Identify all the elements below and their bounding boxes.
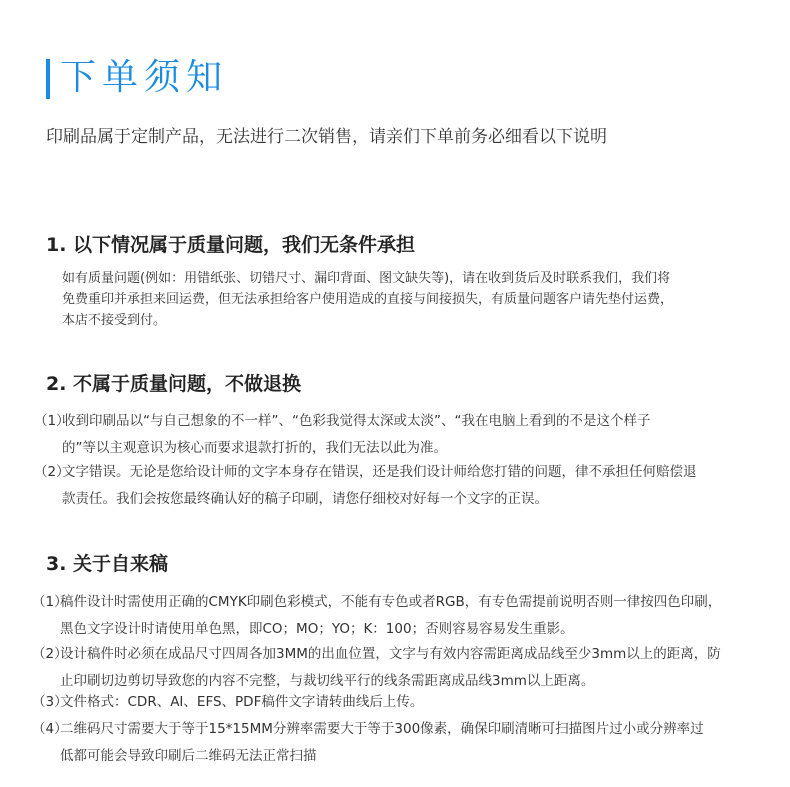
item-line: 文字错误。无论是您给设计师的文字本身存在错误，还是我们设计师给您打错的问题，律不承担任何赔偿退 bbox=[62, 464, 697, 480]
page-title: 下单须知 bbox=[60, 57, 229, 98]
item-number: （2） bbox=[32, 646, 68, 662]
section-3-heading: 3. 关于自来稿 bbox=[46, 553, 169, 575]
section-1-paragraph bbox=[62, 268, 673, 331]
item-line: 止印刷切边剪切导致您的内容不完整，与裁切线平行的线条需距离成品线3mm以上距离。 bbox=[60, 673, 595, 689]
item-number: （4） bbox=[32, 721, 68, 737]
item-line: 二维码尺寸需要大于等于15*15MM分辨率需要大于等于300像素，确保印刷清晰可扫描图片过小或分辨率过 bbox=[60, 721, 704, 737]
list-item bbox=[32, 716, 704, 770]
paragraph-line: 免费重印并承担来回运费，但无法承担给客户使用造成的直接与间接损失，有质量问题客户请先垫付运费， bbox=[62, 292, 674, 307]
paragraph-line: 如有质量问题(例如：用错纸张、切错尺寸、漏印背面、图文缺失等)，请在收到货后及时联系我们，我们将 bbox=[62, 271, 671, 286]
list-item bbox=[32, 641, 721, 695]
item-line: 稿件设计时需使用正确的CMYK印刷色彩模式，不能有专色或者RGB，有专色需提前说明否则一律按四色印刷， bbox=[60, 594, 722, 610]
list-item bbox=[34, 459, 697, 513]
list-item bbox=[32, 689, 423, 716]
item-number: （1） bbox=[32, 594, 68, 610]
list-item bbox=[32, 589, 721, 643]
item-line: 低都可能会导致印刷后二维码无法正常扫描 bbox=[60, 748, 317, 764]
paragraph-line: 本店不接受到付。 bbox=[62, 313, 167, 328]
section-1-heading: 1. 以下情况属于质量问题，我们无条件承担 bbox=[46, 234, 416, 256]
item-line: 的”等以主观意识为核心而要求退款打折的，我们无法以此为准。 bbox=[62, 440, 447, 456]
item-number: （3） bbox=[32, 694, 68, 710]
title-accent-bar bbox=[46, 59, 50, 99]
section-2-heading: 2. 不属于质量问题，不做退换 bbox=[46, 373, 302, 395]
item-number: （2） bbox=[34, 464, 70, 480]
item-line: 收到印刷品以“与自己想象的不一样”、“色彩我觉得太深或太淡”、“我在电脑上看到的不是这个样子 bbox=[62, 413, 651, 429]
item-line: 文件格式：CDR、AI、EFS、PDF稿件文字请转曲线后上传。 bbox=[60, 694, 424, 710]
item-line: 设计稿件时必须在成品尺寸四周各加3MM的出血位置，文字与有效内容需距离成品线至少3mm以上的距离，防 bbox=[60, 646, 721, 662]
item-line: 款责任。我们会按您最终确认好的稿子印刷，请您仔细校对好每一个文字的正误。 bbox=[62, 491, 548, 507]
item-line: 黑色文字设计时请使用单色黑，即CO；MO；YO；K：100；否则容易容易发生重影。 bbox=[60, 621, 574, 637]
list-item bbox=[34, 408, 650, 462]
item-number: （1） bbox=[34, 413, 70, 429]
intro-text: 印刷品属于定制产品，无法进行二次销售，请亲们下单前务必细看以下说明 bbox=[46, 127, 607, 147]
